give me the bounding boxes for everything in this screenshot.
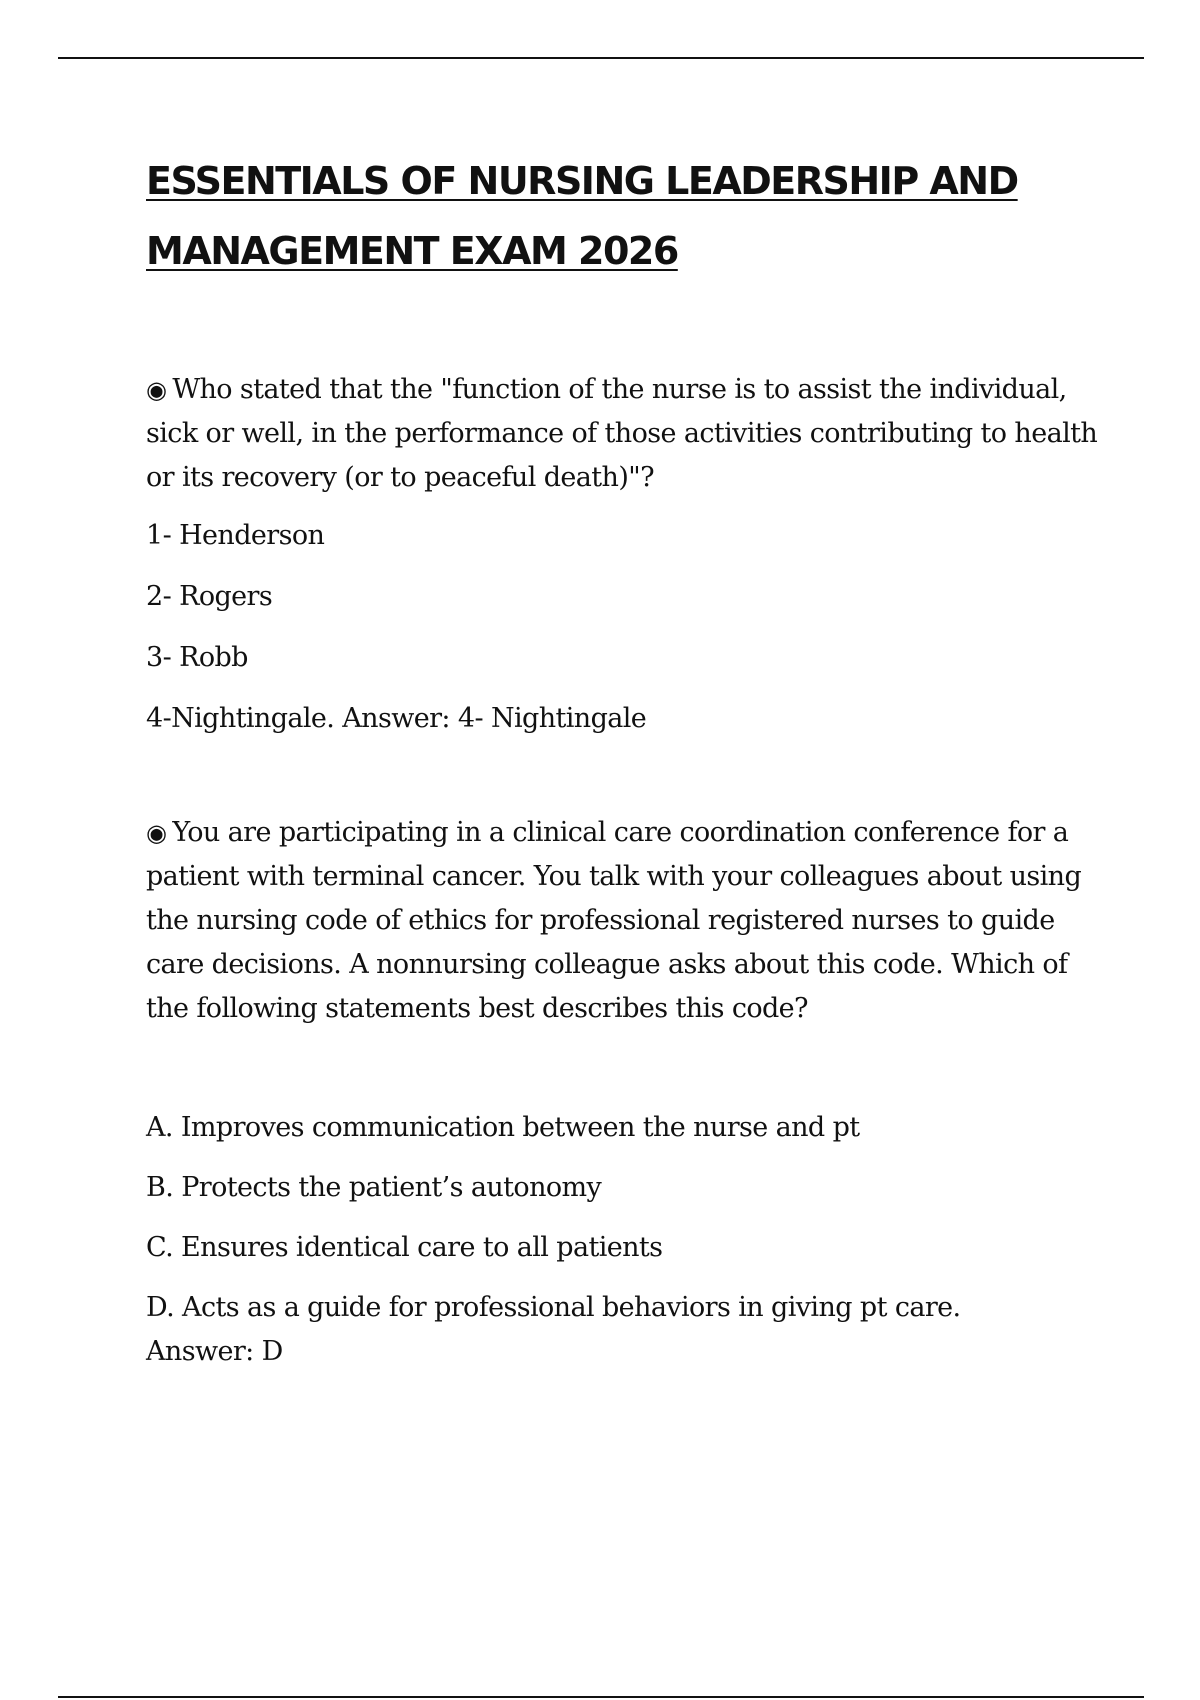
document-title [146,146,1106,286]
top-rule [58,57,1144,59]
question-2-option-b: B. Protects the patient’s autonomy [146,1172,602,1203]
question-1-text [146,368,1106,500]
radio-bullet-icon: ◉ [146,819,167,847]
question-2-answer: Answer: D [146,1336,283,1367]
question-1-option-4: 4-Nightingale. Answer: 4- Nightingale [146,703,647,734]
question-2-option-a: A. Improves communication between the nurse and pt [146,1112,860,1143]
title-line-1: ESSENTIALS OF NURSING LEADERSHIP AND [146,159,1018,203]
question-2-option-c: C. Ensures identical care to all patients [146,1232,663,1263]
title-line-2: MANAGEMENT EXAM 2026 [146,229,678,273]
question-1 [146,368,1106,741]
question-2-option-d: D. Acts as a guide for professional behaviors in giving pt care. [146,1292,961,1323]
question-1-prompt: Who stated that the "function of the nurse is to assist the individual, sick or well, in the performance of those activities contributing to health or its recovery (or to peaceful death)"? [146,374,1098,493]
question-2 [146,811,1106,1374]
question-2-text [146,811,1106,1031]
radio-bullet-icon: ◉ [146,376,167,404]
question-2-prompt: You are participating in a clinical care coordination conference for a patient with terminal cancer. You talk with your colleagues about using the nursing code of ethics for professional registered nurses to guide care decisions. A nonnursing colleague asks about this code. Which of the following statements best describes this code? [146,817,1082,1024]
question-1-option-1: 1- Henderson [146,520,325,551]
question-1-option-3: 3- Robb [146,642,248,673]
document-body [146,146,1106,1374]
bottom-rule [58,1696,1144,1698]
question-1-option-2: 2- Rogers [146,581,273,612]
